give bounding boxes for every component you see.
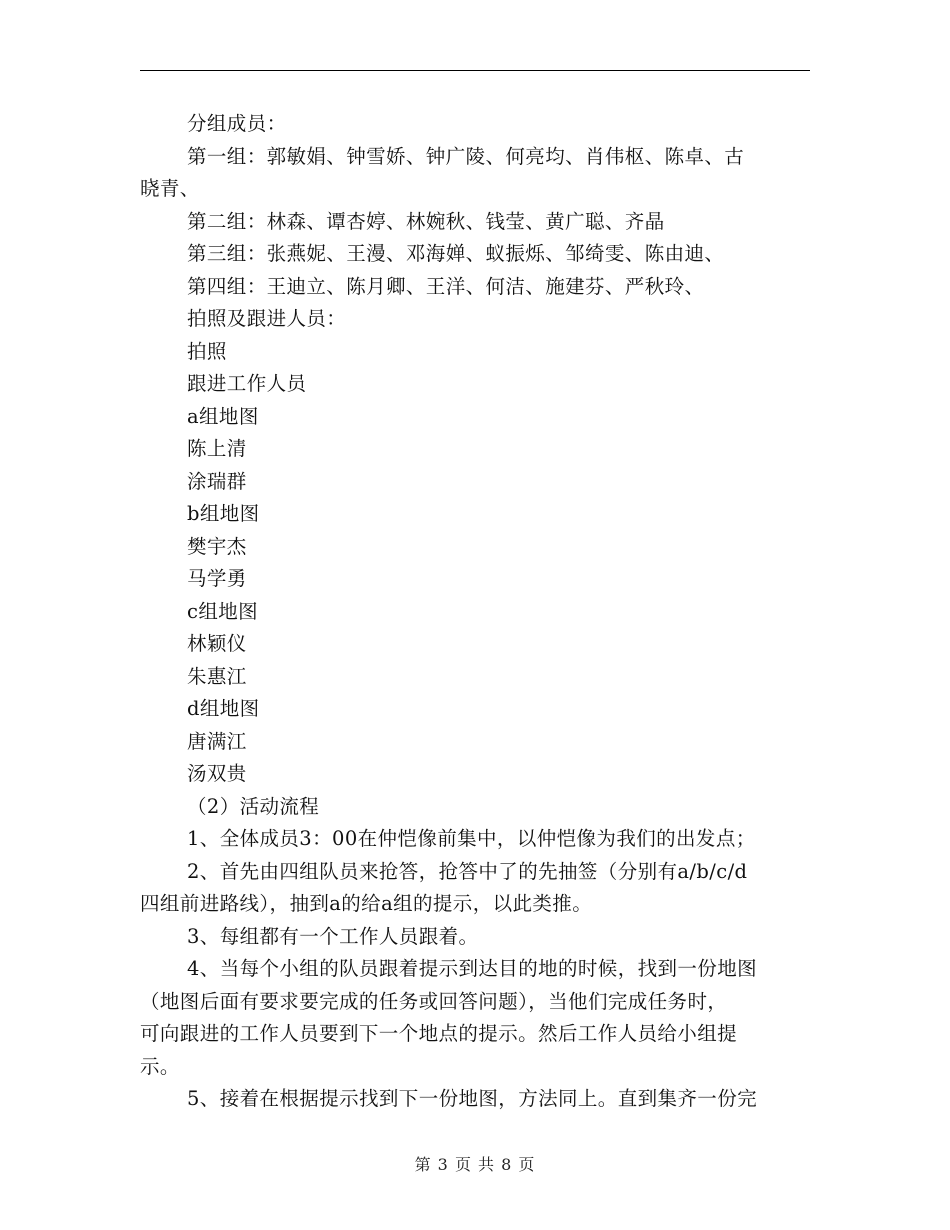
text-line: 拍照及跟进人员：: [187, 307, 347, 330]
text-line: 示。: [140, 1054, 180, 1078]
text-line: 四组前进路线），抽到a的给a组的提示，以此类推。: [140, 892, 593, 915]
text-line: 跟进工作人员: [187, 372, 307, 395]
text-line: 汤双贵: [187, 762, 247, 785]
text-line: （地图后面有要求要完成的任务或回答问题），当他们完成任务时，: [140, 989, 728, 1013]
text-line: 5、接着在根据提示找到下一份地图，方法同上。直到集齐一份完: [187, 1087, 758, 1110]
page-footer: 第 3 页 共 8 页: [414, 1155, 536, 1174]
text-line: c组地图: [187, 599, 259, 623]
text-line: 朱惠江: [187, 664, 247, 688]
text-line: 樊宇杰: [187, 534, 247, 558]
document-body: [140, 108, 810, 1116]
text-line: 拍照: [187, 339, 227, 363]
text-line: 1、全体成员3：00在仲恺像前集中，以仲恺像为我们的出发点；: [187, 827, 756, 850]
text-line: 第三组：张燕妮、王漫、邓海婵、蚁振烁、邹绮雯、陈由迪、: [187, 242, 725, 265]
text-line: 林颖仪: [187, 632, 247, 655]
section-heading: （2）活动流程: [187, 794, 320, 818]
text-line: 4、当每个小组的队员跟着提示到达目的地的时候，找到一份地图: [187, 957, 758, 980]
text-line: 第一组：郭敏娟、钟雪娇、钟广陵、何亮均、肖伟枢、陈卓、古: [187, 144, 745, 168]
text-line: 第二组：林森、谭杏婷、林婉秋、钱莹、黄广聪、齐晶: [187, 209, 665, 233]
text-line: 马学勇: [187, 567, 247, 590]
text-line: 可向跟进的工作人员要到下一个地点的提示。然后工作人员给小组提: [140, 1022, 738, 1045]
text-line: d组地图: [187, 697, 260, 720]
text-line: 2、首先由四组队员来抢答，抢答中了的先抽签（分别有a/b/c/d: [187, 859, 748, 883]
text-line: b组地图: [187, 502, 260, 525]
text-line: 涂瑞群: [187, 469, 247, 493]
text-line: a组地图: [187, 404, 259, 428]
text-line: 陈上清: [187, 437, 247, 460]
header-rule: [140, 70, 810, 71]
text-line: 唐满江: [187, 729, 247, 753]
text-line: 分组成员：: [187, 112, 287, 135]
text-line: 3、每组都有一个工作人员跟着。: [187, 924, 479, 948]
text-line: 晓青、: [140, 177, 200, 200]
text-line: 第四组：王迪立、陈月卿、王洋、何洁、施建芬、严秋玲、: [187, 274, 705, 298]
